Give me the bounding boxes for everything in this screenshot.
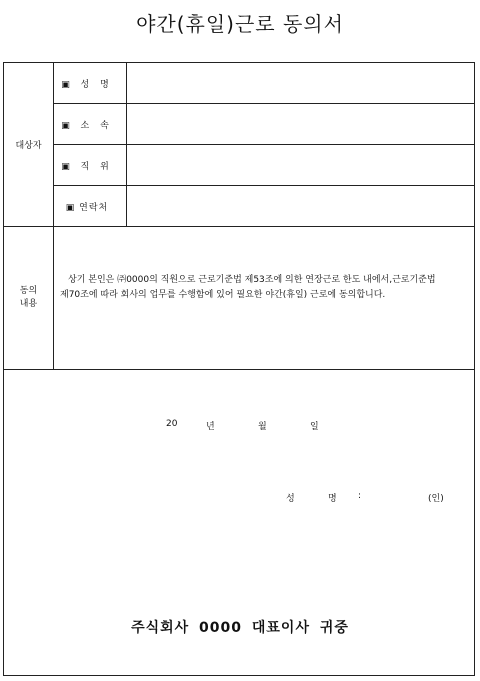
- subject-section-label: 대상자: [15, 141, 42, 151]
- consent-label-line1: 동의: [19, 286, 38, 296]
- seal-mark: (인): [428, 494, 444, 504]
- section-divider: [4, 369, 475, 370]
- name-label-first: 성: [286, 494, 295, 504]
- year-label: 년: [206, 422, 215, 432]
- name-field[interactable]: [130, 64, 475, 103]
- name-field-label: ▣ 성 명: [61, 79, 113, 90]
- month-label: 월: [258, 422, 267, 432]
- department-field-label: ▣ 소 속: [61, 120, 113, 131]
- signature-row: [286, 491, 456, 505]
- field-column-divider: [126, 63, 127, 226]
- year-prefix: 20: [166, 419, 178, 429]
- consent-text: 상기 본인은 ㈜0000의 직원으로 근로기준법 제53조에 의한 연장근로 한도 내에서,근로기준법 제70조에 따라 회사의 업무를 수행함에 있어 필요한 야간(휴일) 근로에 동의합니다.: [60, 275, 436, 300]
- document-title: 야간(휴일)근로 동의서: [136, 12, 344, 36]
- department-field[interactable]: [130, 105, 475, 144]
- name-label-second: 명: [328, 494, 337, 504]
- form-frame: [3, 62, 475, 676]
- date-row: [164, 419, 364, 433]
- section-divider: [4, 226, 475, 227]
- position-field-label: ▣ 직 위: [61, 161, 113, 172]
- contact-field-label: ▣ 연락처: [65, 202, 109, 213]
- day-label: 일: [310, 422, 319, 432]
- consent-label-line2: 내용: [19, 299, 38, 309]
- signature-colon: :: [358, 491, 362, 501]
- position-field[interactable]: [130, 146, 475, 185]
- consent-section-label: [4, 227, 53, 369]
- contact-field[interactable]: [130, 187, 475, 226]
- addressee: 주식회사 0000 대표이사 귀중: [131, 620, 349, 636]
